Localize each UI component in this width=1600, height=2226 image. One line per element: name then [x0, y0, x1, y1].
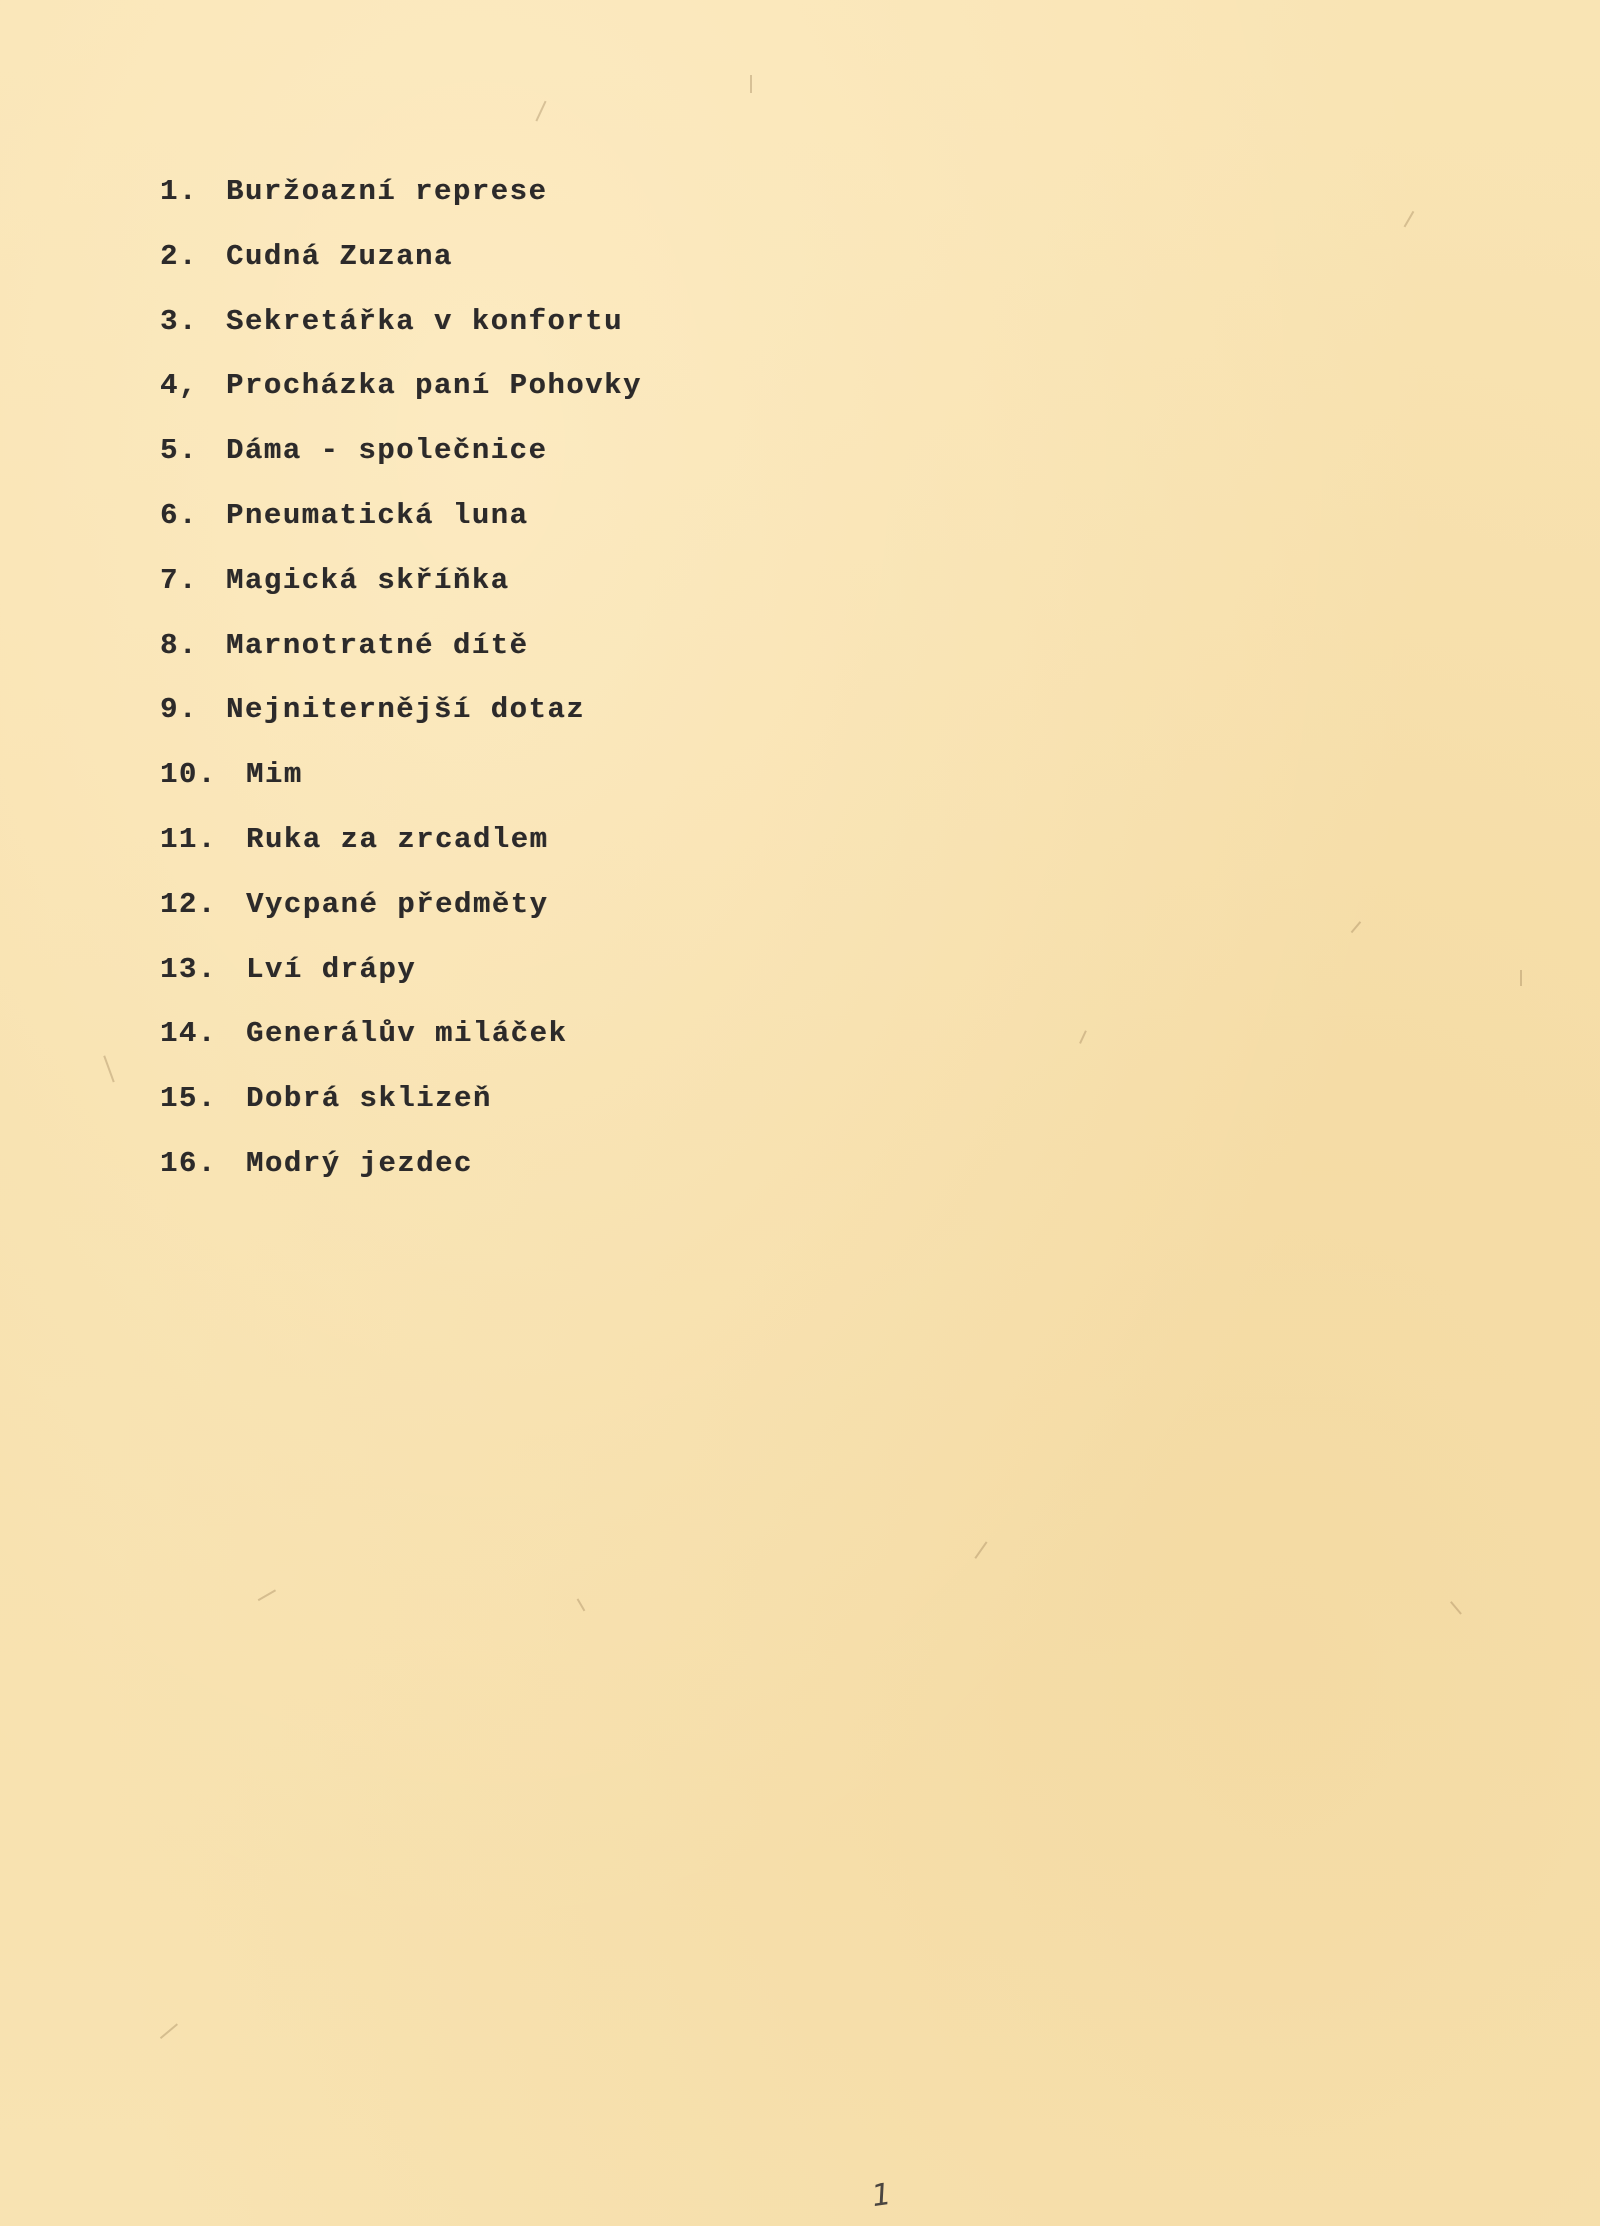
list-item: [160, 1067, 642, 1132]
list-item: [160, 1002, 642, 1067]
paper-fiber: [160, 2023, 178, 2038]
item-number: 4,: [160, 369, 198, 403]
title-list: [160, 160, 642, 1197]
item-number: 6.: [160, 498, 198, 532]
item-title: Generálův miláček: [246, 1017, 568, 1051]
paper-fiber: [535, 101, 546, 122]
item-number: 12.: [160, 887, 217, 921]
item-number: 2.: [160, 239, 198, 273]
list-item: [160, 549, 642, 614]
item-title: Lví drápy: [246, 952, 417, 986]
item-title: Dáma - společnice: [226, 434, 548, 468]
list-item: [160, 484, 642, 549]
item-number: 9.: [160, 693, 198, 727]
item-title: Modrý jezdec: [246, 1146, 473, 1180]
item-number: 11.: [160, 822, 217, 856]
paper-fiber: [258, 1589, 276, 1600]
item-title: Cudná Zuzana: [226, 239, 453, 273]
paper-fiber: [577, 1599, 585, 1612]
item-title: Sekretářka v konfortu: [226, 304, 623, 338]
item-number: 5.: [160, 434, 198, 468]
item-number: 14.: [160, 1017, 217, 1051]
item-title: Ruka za zrcadlem: [246, 822, 549, 856]
item-title: Buržoazní represe: [226, 175, 548, 208]
list-item: [160, 678, 642, 743]
item-number: 3.: [160, 304, 198, 338]
item-title: Nejniternější dotaz: [226, 693, 586, 727]
item-number: 16.: [160, 1146, 217, 1180]
paper-fiber: [1351, 921, 1361, 933]
paper-fiber: [974, 1541, 987, 1558]
item-title: Vycpané předměty: [246, 887, 549, 921]
list-item: [160, 614, 642, 679]
list-item: [160, 225, 642, 290]
list-item: [160, 808, 642, 873]
item-number: 10.: [160, 758, 217, 792]
list-item: [160, 938, 642, 1003]
list-item: [160, 1132, 642, 1197]
paper-fiber: [1520, 970, 1522, 986]
handwritten-page-number: 1: [869, 2176, 894, 2215]
list-item: [160, 873, 642, 938]
item-title: Mim: [246, 758, 303, 792]
item-number: 7.: [160, 563, 198, 597]
list-item: [160, 354, 642, 419]
item-title: Procházka paní Pohovky: [226, 369, 642, 403]
paper-fiber: [750, 75, 752, 93]
item-number: 1.: [160, 175, 198, 208]
item-number: 13.: [160, 952, 217, 986]
list-item: [160, 419, 642, 484]
item-number: 15.: [160, 1082, 217, 1116]
list-item: [160, 290, 642, 355]
paper-fiber: [1079, 1030, 1086, 1043]
list-item: [160, 743, 642, 808]
paper-fiber: [1404, 211, 1414, 227]
item-title: Pneumatická luna: [226, 498, 529, 532]
item-number: 8.: [160, 628, 198, 662]
item-title: Dobrá sklizeň: [246, 1082, 492, 1116]
paper-fiber: [103, 1056, 114, 1083]
item-title: Marnotratné dítě: [226, 628, 529, 662]
list-item: [160, 160, 642, 225]
item-title: Magická skříňka: [226, 563, 510, 597]
paper-fiber: [1450, 1601, 1461, 1614]
